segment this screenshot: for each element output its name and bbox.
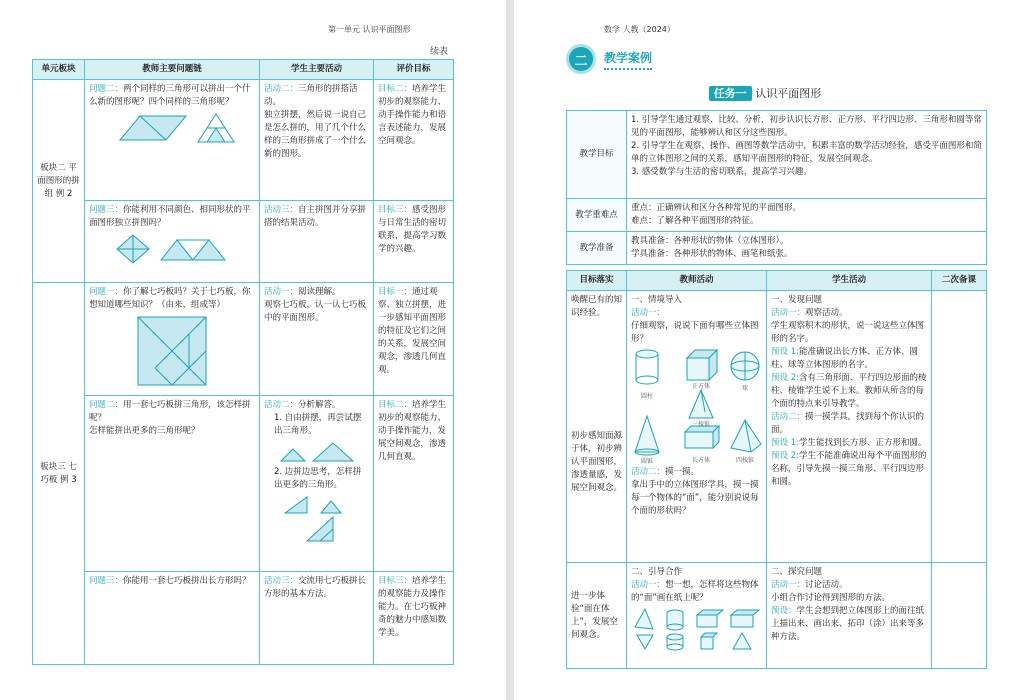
- activity-text: 小组合作讨论得到图形的方法。: [771, 593, 891, 603]
- goal-cell: 目标二：培养学生初步的观察能力、动手操作能力，发展空间观念，渗透几何直观。: [374, 396, 454, 572]
- teaching-info-table: [566, 110, 987, 265]
- col-header-questions: 教师主要问题链: [85, 60, 260, 80]
- goal-item: 3. 感受数学与生活的密切联系，提高学习兴趣。: [631, 167, 812, 177]
- goal-text: 初步感知面源于体，初步辨认平面图形，渗透量感，发展空间观念。: [571, 431, 623, 493]
- col-header-goals: 评价目标: [374, 60, 454, 80]
- left-page: [0, 0, 506, 700]
- teacher-prep: 教具准备：各种形状的物体（立体图形）。: [631, 236, 789, 246]
- goal-cell: [567, 291, 627, 563]
- activity-cell: 活动三：交流用七巧板拼长方形的基本方法。: [260, 572, 374, 665]
- cylinder-object-icon: [667, 610, 683, 630]
- triangle-strip-figure: [159, 236, 229, 262]
- tangram-square-figure: [136, 315, 208, 387]
- preset-text: 学生能找到长方形、正方形和圆。: [798, 438, 927, 448]
- preset-tag: 预设 1:: [771, 438, 799, 448]
- goal-cell: 进一步体验“面在体上”，发展空间观念。: [567, 563, 627, 669]
- section-heading: 一、情境导入: [631, 295, 683, 305]
- square-pyramid-icon: [731, 420, 761, 452]
- triangle-arrangements: [264, 495, 369, 543]
- col-header-student: 学生活动: [767, 271, 932, 291]
- preset-text: 学生会想到把立体图形上的面往纸上描出来、画出来、拓印（涂）出来等多种方法。: [771, 606, 925, 642]
- col-header-block: 单元板块: [33, 60, 85, 80]
- revision-cell: [932, 563, 987, 669]
- activity-text: 想一想，怎样将这些物体的“面”画在纸上呢？: [631, 580, 759, 603]
- shape-label: 圆柱: [640, 393, 654, 400]
- pattern-figures: [89, 233, 255, 265]
- cube-object-icon: [701, 633, 717, 649]
- col-header-teacher: 教师活动: [627, 271, 767, 291]
- page-gutter: [506, 0, 514, 700]
- goals-label: 教学目标: [567, 111, 627, 199]
- activity-tag: 活动一：: [771, 308, 806, 318]
- triangle-pair-figure: [264, 441, 369, 463]
- goal-cell: 目标一：通过观察、独立拼摆，进一步感知平面图形的特征及它们之间的关系，发展空间观念，渗透几何直观。: [374, 283, 454, 396]
- activity-cell: 活动一：阅读理解。 观察七巧板，认一认七巧板中的平面图形。: [260, 283, 374, 396]
- col-header-activities: 学生主要活动: [260, 60, 374, 80]
- cylinder-icon: [636, 350, 658, 384]
- preset-tag: 预设 1:: [771, 347, 799, 357]
- section-title: [566, 44, 652, 74]
- activity-tag: 活动二：: [771, 412, 806, 422]
- parallelogram-figure: [108, 114, 188, 142]
- question-cell: 问题三：你能利用不同颜色、相同形状的平面图形独立拼图吗？: [85, 201, 260, 283]
- activity-title: 观察活动。: [805, 308, 848, 318]
- shape-label: 圆锥: [640, 458, 654, 465]
- block-object-icon: [731, 610, 759, 627]
- activity-cell: 活动三：自主拼图并分享拼搭的结果活动。: [260, 201, 374, 283]
- goal-cell: 目标三：培养学生的观察能力及操作能力。在七巧板神奇的魅力中感知数学美。: [374, 572, 454, 665]
- goal-cell: 目标三：感受图形与日常生活的密切联系，提高学习数学的兴趣。: [374, 201, 454, 283]
- block-name: 板块二 平面图形的拼组 例 2: [33, 80, 85, 283]
- col-header-revision: 二次备课: [932, 271, 987, 291]
- continued-label: 续表: [430, 47, 449, 57]
- block-name: 板块三 七巧板 例 3: [33, 283, 85, 665]
- shape-label: 四棱锥: [735, 457, 755, 464]
- question-cell: 问题一：你了解七巧板吗？关于七巧板，你想知道哪些知识？（由来、组成等）: [85, 283, 260, 396]
- activity-tag: 活动一：: [631, 308, 666, 318]
- activity-cell: 活动二：分析解答。 1. 自由拼摆，再尝试摆出三角形。 2. 边拼边思考，怎样拼出更多的三角形。: [260, 396, 374, 572]
- pyramid-object-icon: [635, 609, 653, 629]
- question-cell: 问题三：你能用一套七巧板拼出长方形吗？: [85, 572, 260, 665]
- key-cell: [627, 199, 987, 232]
- task-title: [514, 85, 1016, 101]
- teacher-cell: [627, 563, 767, 669]
- cone-object-icon: [733, 633, 751, 649]
- cube-icon: [687, 350, 717, 380]
- sphere-icon: [731, 352, 759, 380]
- triangle-figures: [89, 112, 255, 144]
- goals-cell: [627, 111, 987, 199]
- section-heading: 二、探究问题: [771, 567, 823, 577]
- preset-tag: 预设 2:: [771, 451, 799, 461]
- shape-label: 三棱锥: [691, 421, 711, 428]
- task-tag: 任务一: [709, 86, 752, 101]
- cuboid-icon: [685, 426, 719, 448]
- section-heading: 一、发现问题: [771, 295, 823, 305]
- cone-icon: [635, 416, 659, 455]
- shape-label: 球: [741, 385, 749, 392]
- triangular-pyramid-icon: [689, 390, 713, 418]
- solid-objects-figure: [631, 605, 763, 651]
- key-label: 教学重难点: [567, 199, 627, 232]
- prep-cell: [627, 232, 987, 265]
- section-label: 教学案例: [604, 49, 652, 70]
- lesson-chain-table: [32, 59, 454, 665]
- student-cell: [767, 563, 932, 669]
- activity-tag: 活动一：: [631, 580, 666, 590]
- goal-item: 2. 引导学生在观察、操作、画图等数学活动中，积累丰富的数学活动经验，感受平面图形和简单的立体图形之间的关系，感知平面图形的特征，发展空间观念。: [631, 141, 982, 164]
- student-prep: 学具准备：各种形状的物体、画笔和纸张。: [631, 249, 793, 259]
- activity-tag: 活动一：: [771, 580, 806, 590]
- solid-shapes-figure: [631, 346, 763, 466]
- section-heading: 二、引导合作: [631, 567, 683, 577]
- question-cell: 问题二：两个同样的三角形可以拼出一个什么新的图形呢？四个同样的三角形呢？: [85, 80, 260, 201]
- student-cell: [767, 291, 932, 563]
- right-page: [514, 0, 1016, 700]
- col-header-goal: 目标落实: [567, 271, 627, 291]
- activity-text: 拿出手中的立体图形学具，摸一摸每一个物体的“面”，能分别说说每个面的形状吗？: [631, 480, 759, 516]
- triangle-arrangement-figure: [277, 495, 357, 543]
- activity-title: 摸一摸学具，找到每个你认识的面。: [771, 412, 925, 435]
- prep-label: 教学准备: [567, 232, 627, 265]
- question-cell: 问题二：用一套七巧板拼三角形，该怎样拼呢？ 怎样能拼出更多的三角形呢？: [85, 396, 260, 572]
- activity-title: 摸一摸。: [665, 467, 700, 477]
- goal-text: 唤醒已有的知识经验。: [571, 295, 623, 318]
- hard-point: 难点：了解各种平面图形的特征。: [631, 216, 759, 226]
- activity-text: 学生观察积木的形状，说一说这些立体图形的名字。: [771, 321, 925, 344]
- preset-text: 学生不能准确说出每个平面图形的名称，引导先摸一摸三角形、平行四边形和圆。: [771, 451, 927, 487]
- shape-label: 长方体: [691, 457, 711, 464]
- activity-tag: 活动二：: [631, 467, 666, 477]
- activity-text: 讨论活动。: [805, 580, 848, 590]
- tangram-triangles-figure: [277, 441, 357, 463]
- teacher-cell: [627, 291, 767, 563]
- activity-text: 仔细观察，说说下面有哪些立体图形？: [631, 321, 759, 344]
- big-triangle-figure: [196, 112, 236, 144]
- preset-text: 能准确说出长方体、正方体、圆柱、球等立体图形的名字。: [771, 347, 918, 370]
- task-title-text: 认识平面图形: [755, 87, 822, 100]
- activity-table: [566, 270, 987, 669]
- shape-label: 正方体: [691, 383, 711, 390]
- section-number-badge: 二: [566, 44, 596, 74]
- preset-text: 含有三角形面、平行四边形面的棱柱、棱锥学生说不上来。教师从所含的每个面的特点来引导教学。: [771, 373, 927, 409]
- goal-cell: 目标二：培养学生初步的观察能力、动手操作能力和语言表述能力，发展空间观念。: [374, 80, 454, 201]
- preset-tag: 预设 2:: [771, 373, 799, 383]
- box-object-icon: [697, 610, 723, 627]
- tangram-figure-wrap: [89, 315, 255, 387]
- running-header: 数学 人教（2024）: [604, 25, 675, 34]
- activity-cell: 活动二：三角形的拼搭活动。 独立拼摆，然后说一说自己是怎么拼的，用了几个什么样的三角形拼成了一个什么新的图形。: [260, 80, 374, 201]
- diamond-figure: [115, 233, 151, 265]
- key-point: 重点：正确辨认和区分各种常见的平面图形。: [631, 203, 802, 213]
- goal-item: 1. 引导学生通过观察、比较、分析，初步认识长方形、正方形、平行四边形、三角形和圆等常见的平面图形，能够辨认和区分这些图形。: [631, 115, 982, 138]
- preset-tag: 预设：: [771, 606, 797, 616]
- can-object-icon: [667, 634, 683, 650]
- prism-object-icon: [637, 635, 653, 649]
- running-header: 第一单元 认识平面图形: [328, 25, 411, 34]
- step-1: 1. 自由拼摆，再尝试摆出三角形。: [274, 413, 362, 436]
- step-2: 2. 边拼边思考，怎样拼出更多的三角形。: [274, 467, 362, 490]
- revision-cell: [932, 291, 987, 563]
